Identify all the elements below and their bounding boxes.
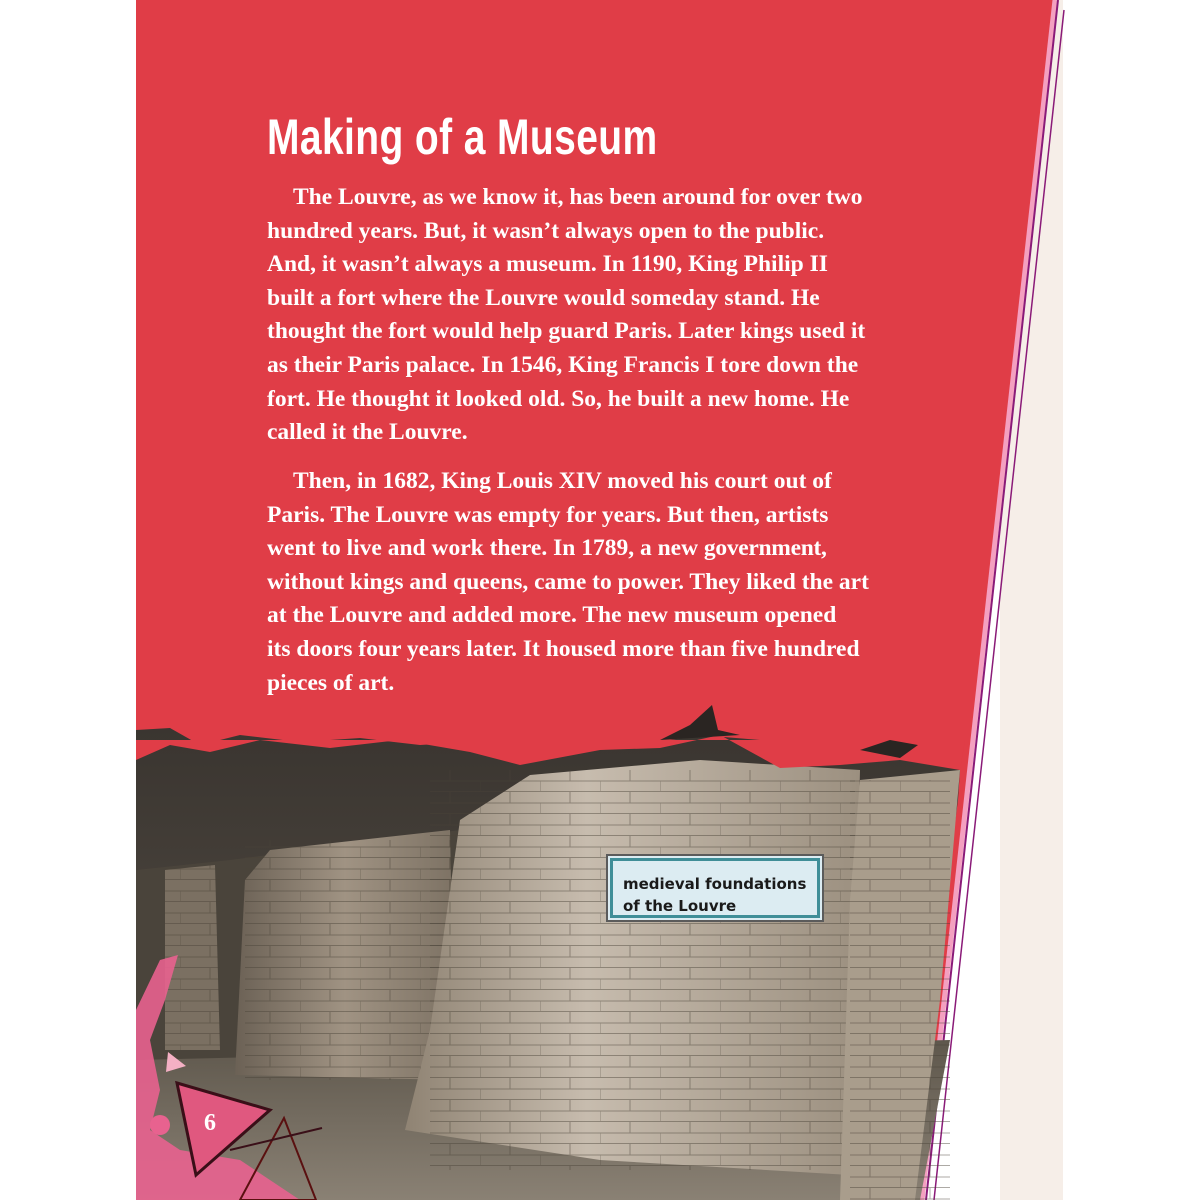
paragraph-1 — [267, 181, 865, 450]
text-line: as their Paris palace. In 1546, King Francis I tore down the — [267, 351, 859, 378]
text-line: at the Louvre and added more. The new museum opened — [267, 602, 837, 629]
text-line: went to live and work there. In 1789, a new — [267, 535, 704, 562]
caption-line: medieval foundations — [623, 875, 807, 893]
text-line: thought the fort would help guard Paris. Later kings used it — [267, 318, 866, 345]
page-number: 6 — [204, 1110, 216, 1136]
text-line: fort. He thought it looked old. So, he built a new home. He — [267, 385, 850, 412]
text-line: pieces of art. — [267, 669, 395, 696]
caption-line: of the Louvre — [623, 897, 737, 915]
glossary-term: government — [703, 535, 822, 562]
text-line: The Louvre, as we know it, has been around for over two — [293, 184, 863, 210]
text-line: its doors four years later. It housed more than five hundred — [267, 635, 860, 662]
page-title: Making of a Museum — [267, 109, 658, 165]
text-line: hundred years. But, it wasn’t always open to the public. — [267, 217, 825, 244]
text-line: without kings and queens, came to power. They liked the art — [267, 568, 869, 595]
text-line: And, it wasn’t always a museum. In 1190, King Philip II — [267, 251, 828, 278]
text-line-with-glossary — [267, 532, 869, 566]
photo-caption — [610, 858, 820, 918]
text-line: Paris. The Louvre was empty for years. But then, artists — [267, 501, 829, 528]
louvre-foundations-photo — [136, 705, 965, 1200]
text-line: Then, in 1682, King Louis XIV moved his court out of — [293, 468, 832, 494]
text-line: called it the Louvre. — [267, 419, 468, 446]
text-line: built a fort where the Louvre would someday stand. He — [267, 284, 820, 311]
paragraph-2 — [267, 465, 869, 700]
punctuation: , — [821, 535, 827, 562]
